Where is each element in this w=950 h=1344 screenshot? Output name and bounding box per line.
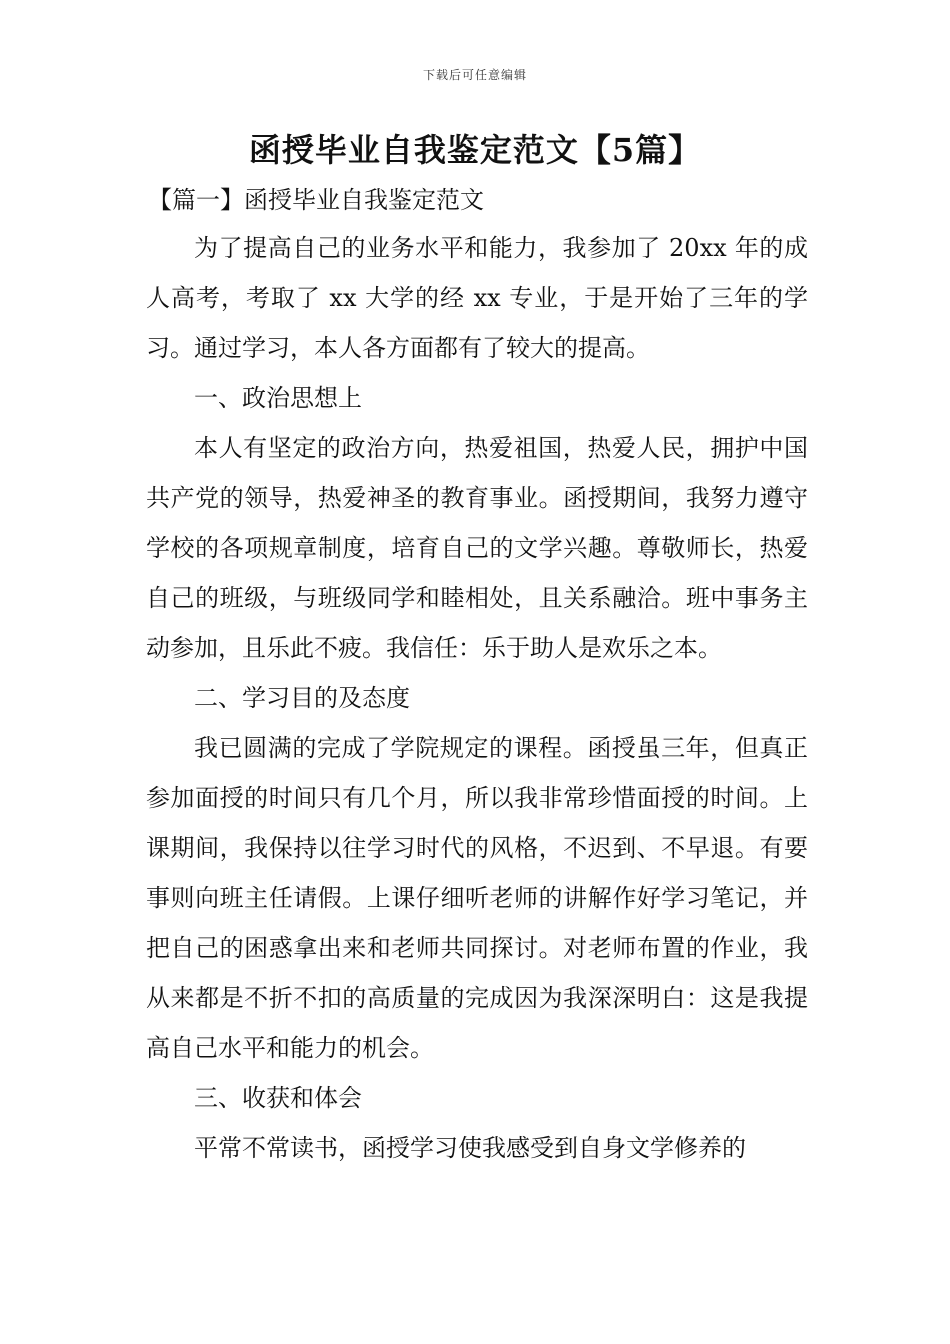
subheading-study: 二、学习目的及态度 — [194, 684, 410, 712]
paragraph-gains: 平常不常读书，函授学习使我感受到自身文学修养的 — [194, 1134, 746, 1162]
subheading-gains: 三、收获和体会 — [194, 1084, 362, 1112]
header-note: 下载后可任意编辑 — [422, 68, 527, 82]
paragraph-intro: 为了提高自己的业务水平和能力，我参加了 20xx 年的成人高考，考取了 xx 大学的经 xx 专业，于是开始了三年的学习。通过学习，本人各方面都有了较大的提高。 — [146, 234, 808, 362]
subheading-politics: 一、政治思想上 — [194, 384, 362, 412]
paragraph-politics: 本人有坚定的政治方向，热爱祖国，热爱人民，拥护中国共产党的领导，热爱神圣的教育事业。函授期间，我努力遵守学校的各项规章制度，培育自己的文学兴趣。尊敬师长，热爱自己的班级，与班级同学和睦相处，且关系融洽。班中事务主动参加，且乐此不疲。我信任：乐于助人是欢乐之本。 — [146, 434, 808, 662]
section-heading: 【篇一】函授毕业自我鉴定范文 — [148, 186, 484, 214]
document-body — [146, 223, 808, 1173]
document-title: 函授毕业自我鉴定范文【5篇】 — [248, 131, 702, 169]
paragraph-study: 我已圆满的完成了学院规定的课程。函授虽三年，但真正参加面授的时间只有几个月，所以我非常珍惜面授的时间。上课期间，我保持以往学习时代的风格，不迟到、不早退。有要事则向班主任请假。上课仔细听老师的讲解作好学习笔记，并把自己的困惑拿出来和老师共同探讨。对老师布置的作业，我从来都是不折不扣的高质量的完成因为我深深明白：这是我提高自己水平和能力的机会。 — [146, 734, 808, 1062]
